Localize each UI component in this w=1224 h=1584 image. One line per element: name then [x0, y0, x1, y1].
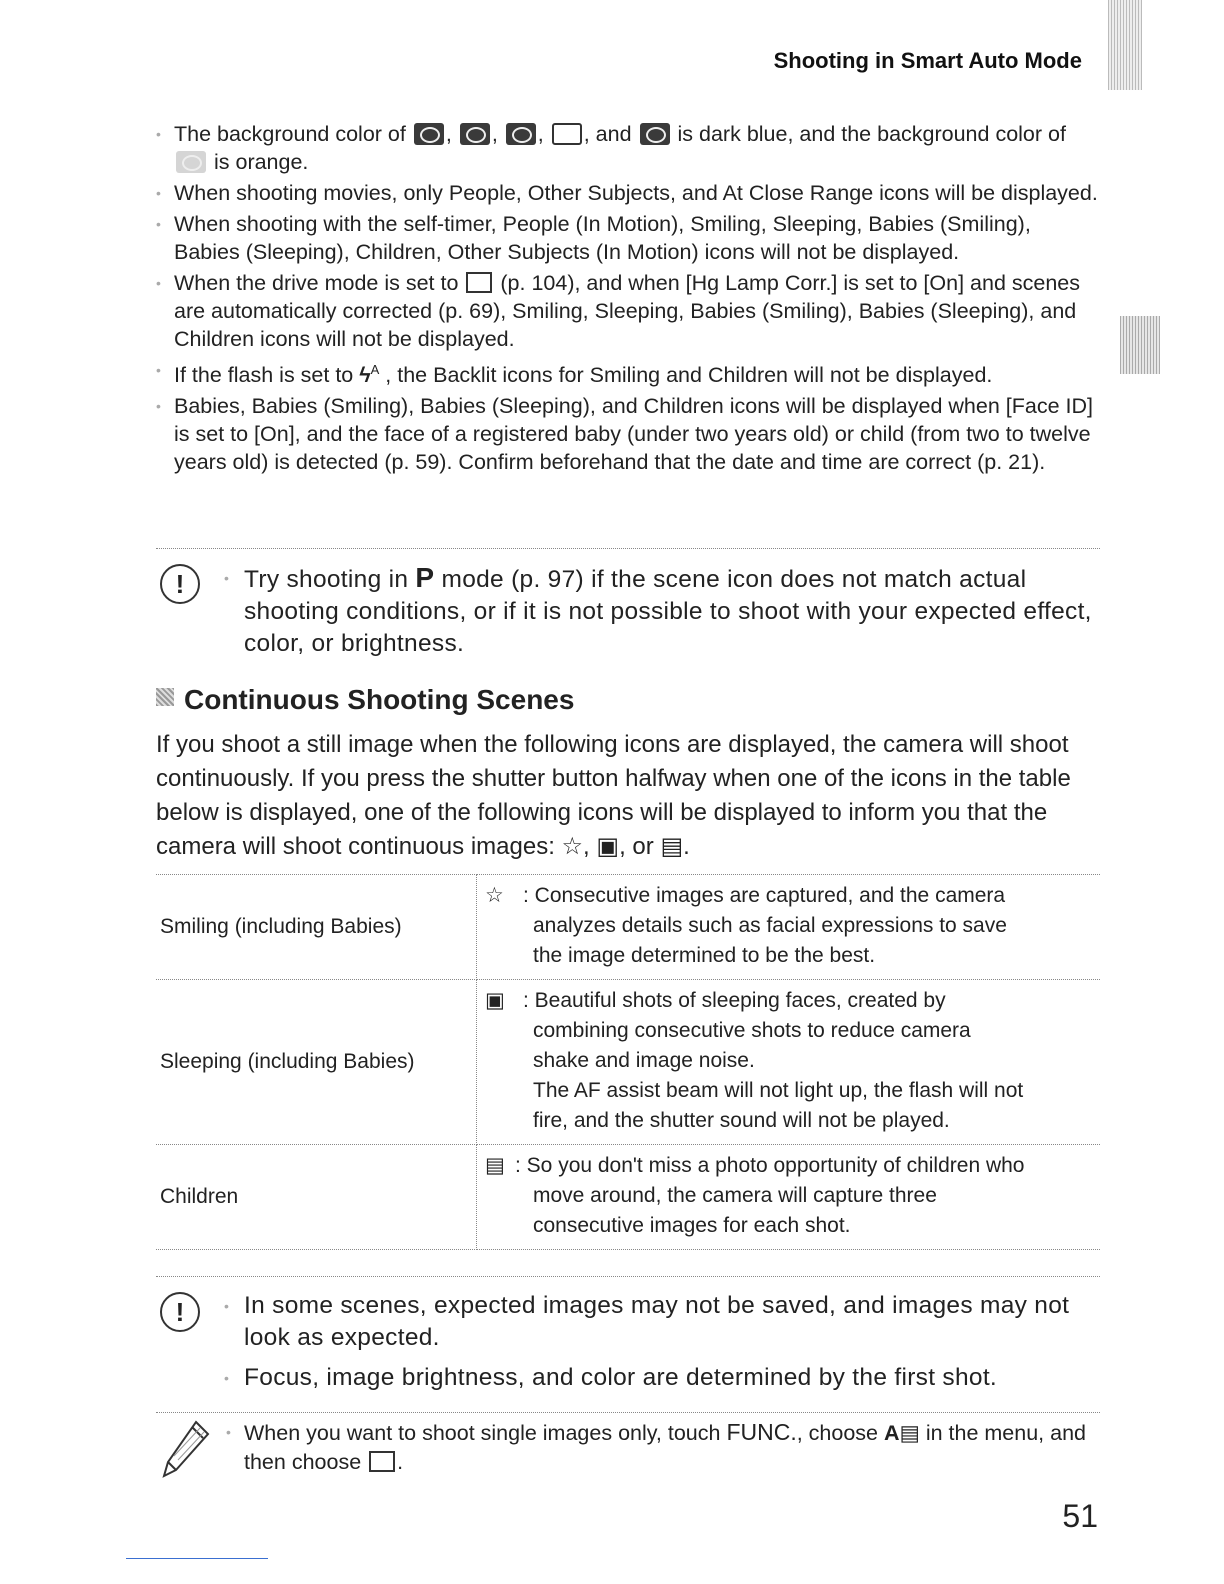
- caution-note: • In some scenes, expected images may not be saved, and images may not look as expected. • Focus, image brightness, and color are determined by the first shot.: [224, 1292, 1070, 1391]
- section-marker-icon: [156, 688, 174, 706]
- scene-macro-icon: [640, 123, 670, 145]
- scene-name: Sleeping (including Babies): [156, 980, 477, 1145]
- chapter-tab-top: [1108, 0, 1142, 90]
- table-row: [156, 1145, 1100, 1250]
- section-intro: If you shoot a still image when the following icons are displayed, the camera will shoot continuously. If you press the shutter button halfway when one of the icons in the table below is displayed, one of the following icons will be displayed to inform you that the camera will shoot continuous images: ☆, ▣, or ▤.: [156, 731, 1071, 860]
- sleep-continuous-icon: ▣: [596, 833, 620, 860]
- chapter-tab-marker: [1120, 316, 1160, 374]
- scene-sunset-icon: [176, 151, 206, 173]
- single-shot-icon: [369, 1451, 395, 1472]
- sleep-continuous-icon: ▣: [485, 989, 505, 1012]
- scene-description: ☆ : Consecutive images are captured, and the camera analyzes details such as facial expressions to save the image determined to be the best.: [477, 875, 1101, 980]
- pencil-icon: [162, 1420, 210, 1478]
- continuous-scenes-table: [156, 874, 1100, 1250]
- single-shot-icon: [466, 272, 492, 293]
- caution-note: • Try shooting in P mode (p. 97) if the scene icon does not match actual shooting conditions, or if it is not possible to shoot with your expected effect, color, or brightness.: [224, 562, 1092, 657]
- scene-backlit-icon: [460, 123, 490, 145]
- flash-auto-icon: $ϟ^A$: [359, 362, 380, 388]
- caution-icon: !: [160, 564, 200, 604]
- scene-description: ▤ : So you don't miss a photo opportunity of children who move around, the camera will capture three consecutive images for each shot.: [477, 1145, 1101, 1250]
- divider: [156, 1412, 1100, 1413]
- scene-portrait-icon: [414, 123, 444, 145]
- list-item: • The background color of , , , , and is dark blue, and the background color of is orange.: [156, 120, 1100, 176]
- smile-continuous-icon: ☆: [561, 833, 584, 860]
- list-item: • When the drive mode is set to (p. 104), and when [Hg Lamp Corr.] is set to [On] and scenes are automatically corrected (p. 69), Smiling, Sleeping, Babies (Smiling), Babies (Sleeping), and Children icons will not be displayed.: [156, 269, 1100, 353]
- page-header-title: Shooting in Smart Auto Mode: [773, 48, 1082, 73]
- section-title: Continuous Shooting Scenes: [156, 684, 574, 716]
- table-row: [156, 875, 1100, 980]
- list-item: • When shooting with the self-timer, People (In Motion), Smiling, Sleeping, Babies (Smiling), Babies (Sleeping), Children, Other Subjects (In Motion) icons will not be displayed.: [156, 210, 1100, 266]
- divider: [156, 548, 1100, 549]
- func-label: FUNC.: [726, 1419, 797, 1445]
- program-mode-icon: P: [415, 562, 435, 593]
- auto-continuous-icon: A▤: [884, 1421, 920, 1445]
- footer-line: [126, 1558, 268, 1559]
- scene-name: Smiling (including Babies): [156, 875, 477, 980]
- divider: [156, 1276, 1100, 1277]
- page-number: 51: [1062, 1498, 1098, 1534]
- scene-landscape-icon: [552, 123, 582, 145]
- caution-icon: !: [160, 1292, 200, 1332]
- list-item: • If the flash is set to $ϟ^A$ , the Backlit icons for Smiling and Children will not be displayed.: [156, 356, 1100, 389]
- smile-continuous-icon: ☆: [485, 884, 504, 907]
- bullet-list: [156, 120, 1100, 479]
- children-continuous-icon: ▤: [660, 833, 684, 860]
- tip-note: • When you want to shoot single images only, touch FUNC., choose A▤ in the menu, and then choose .: [226, 1419, 1086, 1474]
- scene-sleeping-icon: [506, 123, 536, 145]
- list-item: • When shooting movies, only People, Other Subjects, and At Close Range icons will be displayed.: [156, 179, 1100, 207]
- list-item: • Babies, Babies (Smiling), Babies (Sleeping), and Children icons will be displayed when [Face ID] is set to [On], and the face of a registered baby (under two years old) or child (from two to twelve years old) is detected (p. 59). Confirm beforehand that the date and time are correct (p. 21).: [156, 392, 1100, 476]
- table-row: [156, 980, 1100, 1145]
- children-continuous-icon: ▤: [485, 1154, 505, 1177]
- scene-description: ▣ : Beautiful shots of sleeping faces, created by combining consecutive shots to reduce camera shake and image noise. The AF assist beam will not light up, the flash will not fire, and the shutter sound will not be played.: [477, 980, 1101, 1145]
- scene-name: Children: [156, 1145, 477, 1250]
